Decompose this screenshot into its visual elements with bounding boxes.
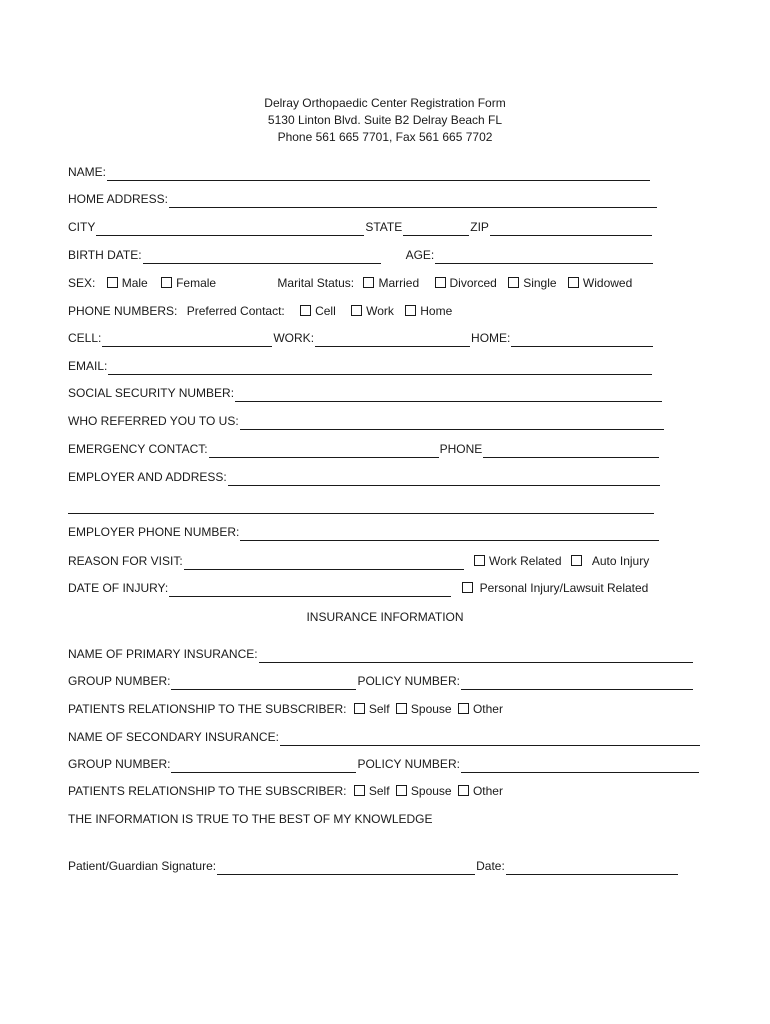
- home-option-label: Home: [420, 304, 453, 318]
- date-of-injury-row: [68, 579, 648, 597]
- sex-male-option[interactable]: [107, 274, 148, 292]
- home-address-label: HOME ADDRESS:: [68, 192, 169, 206]
- work-option-label: Work: [366, 304, 394, 318]
- phone-numbers-row: [68, 329, 654, 347]
- clinic-address: 5130 Linton Blvd. Suite B2 Delray Beach FL: [267, 113, 503, 127]
- primary-other-option[interactable]: [458, 700, 503, 718]
- clinic-phone-fax: Phone 561 665 7701, Fax 561 665 7702: [277, 130, 493, 144]
- form-header: [0, 95, 770, 146]
- email-row: [68, 357, 653, 375]
- birth-date-label: BIRTH DATE:: [68, 248, 142, 262]
- home-address-row: [68, 190, 658, 208]
- signature-row: [68, 857, 679, 875]
- sex-label: SEX:: [68, 276, 96, 290]
- form-title: Delray Orthopaedic Center Registration Form: [264, 96, 506, 110]
- sex-female-option[interactable]: [161, 274, 216, 292]
- personal-injury-checkbox[interactable]: [462, 582, 473, 593]
- primary-group-policy-row: [68, 672, 694, 690]
- marital-widowed-option[interactable]: [568, 274, 632, 292]
- primary-insurance-label: NAME OF PRIMARY INSURANCE:: [68, 647, 258, 661]
- widowed-label: Widowed: [582, 276, 633, 290]
- age-label: AGE:: [405, 248, 435, 262]
- secondary-spouse-option[interactable]: [396, 782, 452, 800]
- primary-spouse-checkbox[interactable]: [396, 703, 407, 714]
- name-row: [68, 163, 651, 181]
- primary-group-number-field[interactable]: [171, 676, 356, 690]
- marital-status-label: Marital Status:: [277, 276, 355, 290]
- emergency-phone-label: PHONE: [439, 442, 483, 456]
- primary-group-number-label: GROUP NUMBER:: [68, 674, 171, 688]
- preferred-work-option[interactable]: [351, 302, 394, 320]
- female-label: Female: [176, 276, 217, 290]
- emergency-contact-field[interactable]: [209, 444, 439, 458]
- secondary-self-option[interactable]: [354, 782, 390, 800]
- secondary-other-option[interactable]: [458, 782, 503, 800]
- secondary-self-checkbox[interactable]: [354, 785, 365, 796]
- employer-address-label: EMPLOYER AND ADDRESS:: [68, 470, 227, 484]
- secondary-group-number-label: GROUP NUMBER:: [68, 757, 171, 771]
- auto-injury-label: Auto Injury: [591, 554, 650, 568]
- city-label: CITY: [68, 220, 96, 234]
- male-checkbox[interactable]: [107, 277, 118, 288]
- ssn-row: [68, 384, 663, 402]
- email-label: EMAIL:: [68, 359, 108, 373]
- ssn-field[interactable]: [235, 388, 662, 402]
- zip-label: ZIP: [470, 220, 489, 234]
- primary-self-option[interactable]: [354, 700, 390, 718]
- birth-date-field[interactable]: [143, 250, 381, 264]
- work-related-option[interactable]: [474, 552, 561, 570]
- employer-phone-label: EMPLOYER PHONE NUMBER:: [68, 525, 240, 539]
- divorced-checkbox[interactable]: [435, 277, 446, 288]
- female-checkbox[interactable]: [161, 277, 172, 288]
- city-state-zip-row: [68, 218, 653, 236]
- sex-marital-row: [68, 274, 632, 292]
- signature-label: Patient/Guardian Signature:: [68, 859, 217, 873]
- cell-field[interactable]: [102, 333, 272, 347]
- primary-self-checkbox[interactable]: [354, 703, 365, 714]
- state-field[interactable]: [403, 222, 469, 236]
- preferred-cell-option[interactable]: [300, 302, 336, 320]
- date-of-injury-label: DATE OF INJURY:: [68, 581, 169, 595]
- secondary-insurance-label: NAME OF SECONDARY INSURANCE:: [68, 730, 279, 744]
- phone-numbers-label: PHONE NUMBERS:: [68, 304, 178, 318]
- cell-label: CELL:: [68, 331, 102, 345]
- cell-checkbox[interactable]: [300, 305, 311, 316]
- primary-relationship-label: PATIENTS RELATIONSHIP TO THE SUBSCRIBER:: [68, 702, 347, 716]
- home-address-field[interactable]: [169, 194, 657, 208]
- home-field[interactable]: [511, 333, 653, 347]
- reason-label: REASON FOR VISIT:: [68, 554, 183, 568]
- signature-field[interactable]: [217, 861, 475, 875]
- primary-spouse-option[interactable]: [396, 700, 452, 718]
- employer-address-line-2: [68, 496, 655, 514]
- secondary-policy-number-label: POLICY NUMBER:: [357, 757, 460, 771]
- state-label: STATE: [365, 220, 403, 234]
- marital-married-option[interactable]: [363, 274, 419, 292]
- reason-field[interactable]: [184, 556, 464, 570]
- attestation-text: THE INFORMATION IS TRUE TO THE BEST OF MY KNOWLEDGE: [68, 812, 433, 826]
- referred-field[interactable]: [240, 416, 664, 430]
- date-of-injury-field[interactable]: [169, 583, 451, 597]
- emergency-phone-field[interactable]: [483, 444, 659, 458]
- auto-injury-option[interactable]: [571, 552, 649, 570]
- work-related-label: Work Related: [489, 554, 562, 568]
- personal-injury-label: Personal Injury/Lawsuit Related: [479, 581, 649, 595]
- employer-address-row: [68, 468, 661, 486]
- secondary-group-number-field[interactable]: [171, 759, 356, 773]
- preferred-home-option[interactable]: [405, 302, 452, 320]
- secondary-insurance-row: [68, 728, 701, 746]
- age-field[interactable]: [435, 250, 653, 264]
- married-label: Married: [378, 276, 420, 290]
- secondary-relationship-label: PATIENTS RELATIONSHIP TO THE SUBSCRIBER:: [68, 784, 347, 798]
- referred-label: WHO REFERRED YOU TO US:: [68, 414, 239, 428]
- primary-policy-number-label: POLICY NUMBER:: [357, 674, 460, 688]
- single-checkbox[interactable]: [508, 277, 519, 288]
- divorced-label: Divorced: [449, 276, 497, 290]
- home-checkbox[interactable]: [405, 305, 416, 316]
- secondary-other-checkbox[interactable]: [458, 785, 469, 796]
- primary-relationship-row: [68, 700, 503, 718]
- birth-date-row: [68, 246, 654, 264]
- emergency-contact-label: EMERGENCY CONTACT:: [68, 442, 208, 456]
- employer-address-field-2[interactable]: [68, 500, 654, 514]
- marital-single-option[interactable]: [508, 274, 556, 292]
- work-checkbox[interactable]: [351, 305, 362, 316]
- secondary-other-label: Other: [472, 784, 503, 798]
- auto-injury-checkbox[interactable]: [571, 555, 582, 566]
- widowed-checkbox[interactable]: [568, 277, 579, 288]
- marital-divorced-option[interactable]: [435, 274, 497, 292]
- reason-row: [68, 552, 649, 570]
- secondary-group-policy-row: [68, 755, 700, 773]
- preferred-contact-row: [68, 302, 452, 320]
- male-label: Male: [121, 276, 148, 290]
- secondary-policy-number-field[interactable]: [461, 759, 699, 773]
- primary-other-label: Other: [472, 702, 503, 716]
- ssn-label: SOCIAL SECURITY NUMBER:: [68, 386, 235, 400]
- secondary-relationship-row: [68, 782, 503, 800]
- referred-row: [68, 412, 665, 430]
- city-field[interactable]: [96, 222, 364, 236]
- date-label: Date:: [476, 859, 505, 873]
- married-checkbox[interactable]: [363, 277, 374, 288]
- primary-insurance-field[interactable]: [259, 649, 693, 663]
- secondary-insurance-field[interactable]: [280, 732, 700, 746]
- primary-spouse-label: Spouse: [410, 702, 452, 716]
- name-field[interactable]: [107, 167, 650, 181]
- primary-insurance-row: [68, 645, 694, 663]
- insurance-section-title: INSURANCE INFORMATION: [306, 610, 464, 624]
- emergency-contact-row: [68, 440, 660, 458]
- zip-field[interactable]: [490, 222, 652, 236]
- secondary-self-label: Self: [368, 784, 390, 798]
- home-label: HOME:: [471, 331, 511, 345]
- employer-phone-field[interactable]: [240, 527, 659, 541]
- work-label: WORK:: [273, 331, 315, 345]
- primary-other-checkbox[interactable]: [458, 703, 469, 714]
- preferred-contact-label: Preferred Contact:: [186, 304, 285, 318]
- primary-policy-number-field[interactable]: [461, 676, 693, 690]
- employer-phone-row: [68, 523, 660, 541]
- employer-address-field[interactable]: [228, 472, 660, 486]
- name-label: NAME:: [68, 165, 107, 179]
- primary-self-label: Self: [368, 702, 390, 716]
- cell-option-label: Cell: [315, 304, 336, 318]
- work-field[interactable]: [315, 333, 470, 347]
- secondary-spouse-label: Spouse: [410, 784, 452, 798]
- personal-injury-option[interactable]: [462, 579, 649, 597]
- single-label: Single: [523, 276, 557, 290]
- date-field[interactable]: [506, 861, 678, 875]
- secondary-spouse-checkbox[interactable]: [396, 785, 407, 796]
- attestation-row: [68, 810, 433, 828]
- work-related-checkbox[interactable]: [474, 555, 485, 566]
- email-field[interactable]: [108, 361, 652, 375]
